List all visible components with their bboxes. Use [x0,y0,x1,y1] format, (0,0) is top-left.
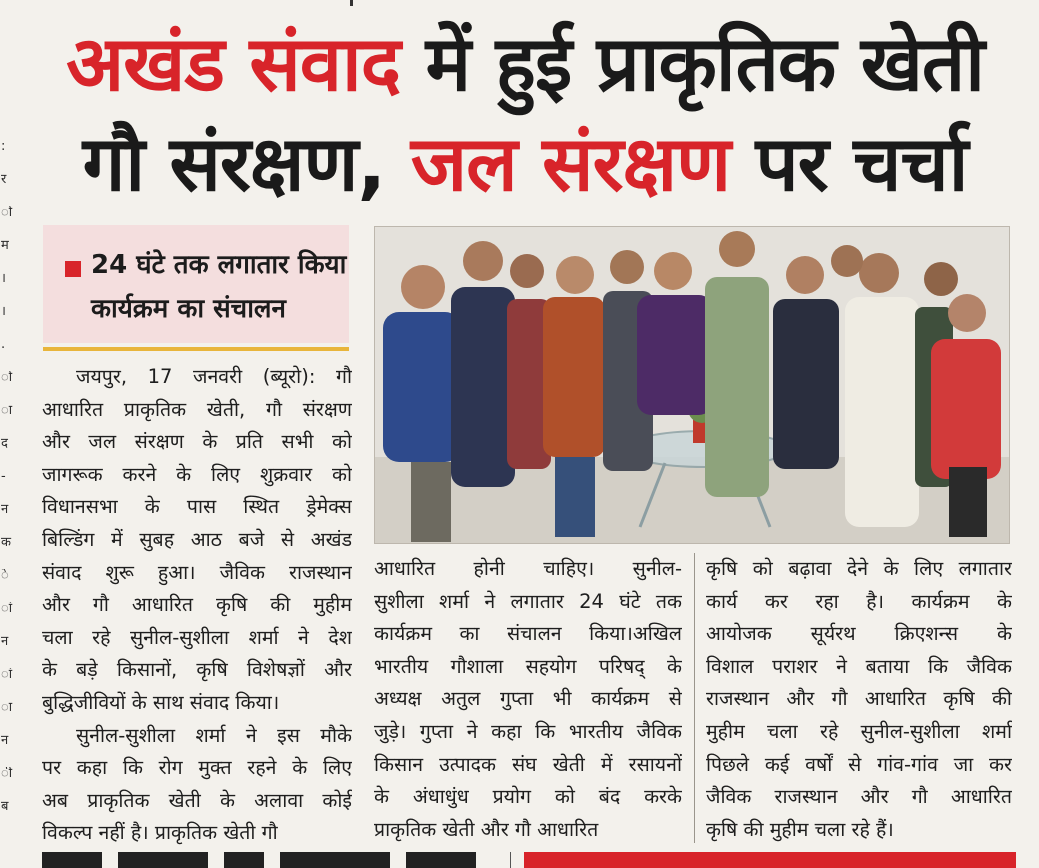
left-gutter-fragment [0,140,14,840]
article-line: अब प्राकृतिक खेती के अलावा कोई [42,788,352,812]
article-line: पर कहा कि रोग मुक्त रहने के लिए [42,756,352,780]
headline-black-part-2a: गौ संरक्षण, [82,119,411,208]
gutter-char: . [1,338,6,352]
subheading-line-2: कार्यक्रम का संचालन [91,294,286,324]
article-line: के अंधाधुंध प्रयोग को बंद करके [374,785,682,809]
subheading-underline [43,347,349,351]
article-line: विशाल पराशर ने बताया कि जैविक [706,654,1012,678]
article-line: जुड़े। गुप्ता ने कहा कि भारतीय जैविक [374,719,682,743]
headline-red-part-1: अखंड संवाद [66,19,401,108]
article-line: और जल संरक्षण के प्रति सभी को [42,430,352,454]
article-line: सुनील-सुशीला शर्मा ने इस मौके [76,723,352,747]
gutter-char: म [1,239,9,253]
article-line: बिल्डिंग में सुबह आठ बजे से अखंड [42,527,352,551]
article-line: भारतीय गौशाला सहयोग परिषद् के [374,654,682,678]
article-line: विधानसभा के पास स्थित ड्रेमेक्स [42,495,352,519]
column-divider-1 [694,553,695,843]
gutter-char: । [1,272,6,286]
gutter-char: र [1,173,7,187]
article-line: और गौ आधारित कृषि की मुहीम [42,593,352,617]
group-photo-illustration [375,227,1009,543]
gutter-char: ी [1,767,13,781]
gutter-char: न [1,503,9,517]
article-line: कार्यक्रम का संचालन किया।अखिल [374,622,682,646]
gutter-char: न [1,635,9,649]
article-column-3 [706,553,1012,846]
article-line: प्राकृतिक खेती और गौ आधारित [374,817,599,841]
gutter-char: ां [1,668,13,682]
headline [30,18,1020,210]
article-line: किसान उत्पादक संघ खेती में रसायनों [374,752,682,776]
gutter-char: े [1,569,9,583]
article-line: अध्यक्ष अतुल गुप्ता भी कार्यक्रम से [374,687,682,711]
article-line: जयपुर, 17 जनवरी (ब्यूरो): गौ [76,365,352,388]
article-line: आधारित प्राकृतिक खेती, गौ संरक्षण [42,397,352,421]
article-line: बुद्धिजीवियों के साथ संवाद किया। [42,690,280,714]
gutter-char: ो [1,371,13,385]
gutter-char: - [1,470,6,484]
article-line: कार्य कर रहा है। कार्यक्रम के [706,589,1012,613]
next-article-fragment [42,852,502,868]
headline-red-part-2: जल संरक्षण [410,119,731,208]
gutter-char: । [1,305,6,319]
article-line: मुहीम चला रहे सुनील-सुशीला शर्मा [706,719,1012,743]
square-bullet-icon [65,261,81,277]
group-photo [374,226,1010,544]
gutter-char: द [1,437,8,451]
article-line: चला रहे सुनील-सुशीला शर्मा ने देश [42,625,352,649]
next-heading-band [524,852,1016,868]
article-line: संवाद शुरू हुआ। जैविक राजस्थान [42,560,352,584]
article-line: जागरूक करने के लिए शुक्रवार को [42,462,352,486]
article-column-1 [42,361,352,850]
article-line: आधारित होनी चाहिए। सुनील- [374,557,682,580]
subheading-line-1: 24 घंटे तक लगातार किया [91,250,347,280]
gutter-char: ब [1,800,9,814]
gutter-char: ो [1,206,13,220]
article-line: कृषि की मुहीम चला रहे हैं। [706,817,894,841]
bottom-divider [510,852,511,868]
article-line: पिछले कई वर्षों से गांव-गांव जा कर [706,752,1012,776]
subheading-box [43,225,349,343]
headline-line-1 [30,18,1020,110]
article-line: विकल्प नहीं है। प्राकृतिक खेती गौ [42,821,278,845]
top-mark [350,0,353,6]
article-column-2 [374,553,682,846]
gutter-char: क [1,536,11,550]
article-line: जैविक राजस्थान और गौ आधारित [706,785,1012,809]
headline-black-part-1: में हुई प्राकृतिक खेती [400,19,984,108]
headline-line-2 [30,118,1020,210]
article-line: सुशीला शर्मा ने लगातार 24 घंटे तक [374,589,682,613]
gutter-char: ा [1,701,13,715]
gutter-char: ा [1,404,13,418]
article-line: के बड़े किसानों, कृषि विशेषज्ञों और [42,658,352,682]
article-line: कृषि को बढ़ावा देने के लिए लगातार [706,557,1012,580]
gutter-char: ां [1,602,13,616]
gutter-char: : [1,140,6,154]
article-line: राजस्थान और गौ आधारित कृषि की [706,687,1012,711]
gutter-char: न [1,734,9,748]
article-line: आयोजक सूर्यरथ क्रिएशन्स के [706,622,1012,646]
headline-black-part-2b: पर चर्चा [730,119,968,208]
